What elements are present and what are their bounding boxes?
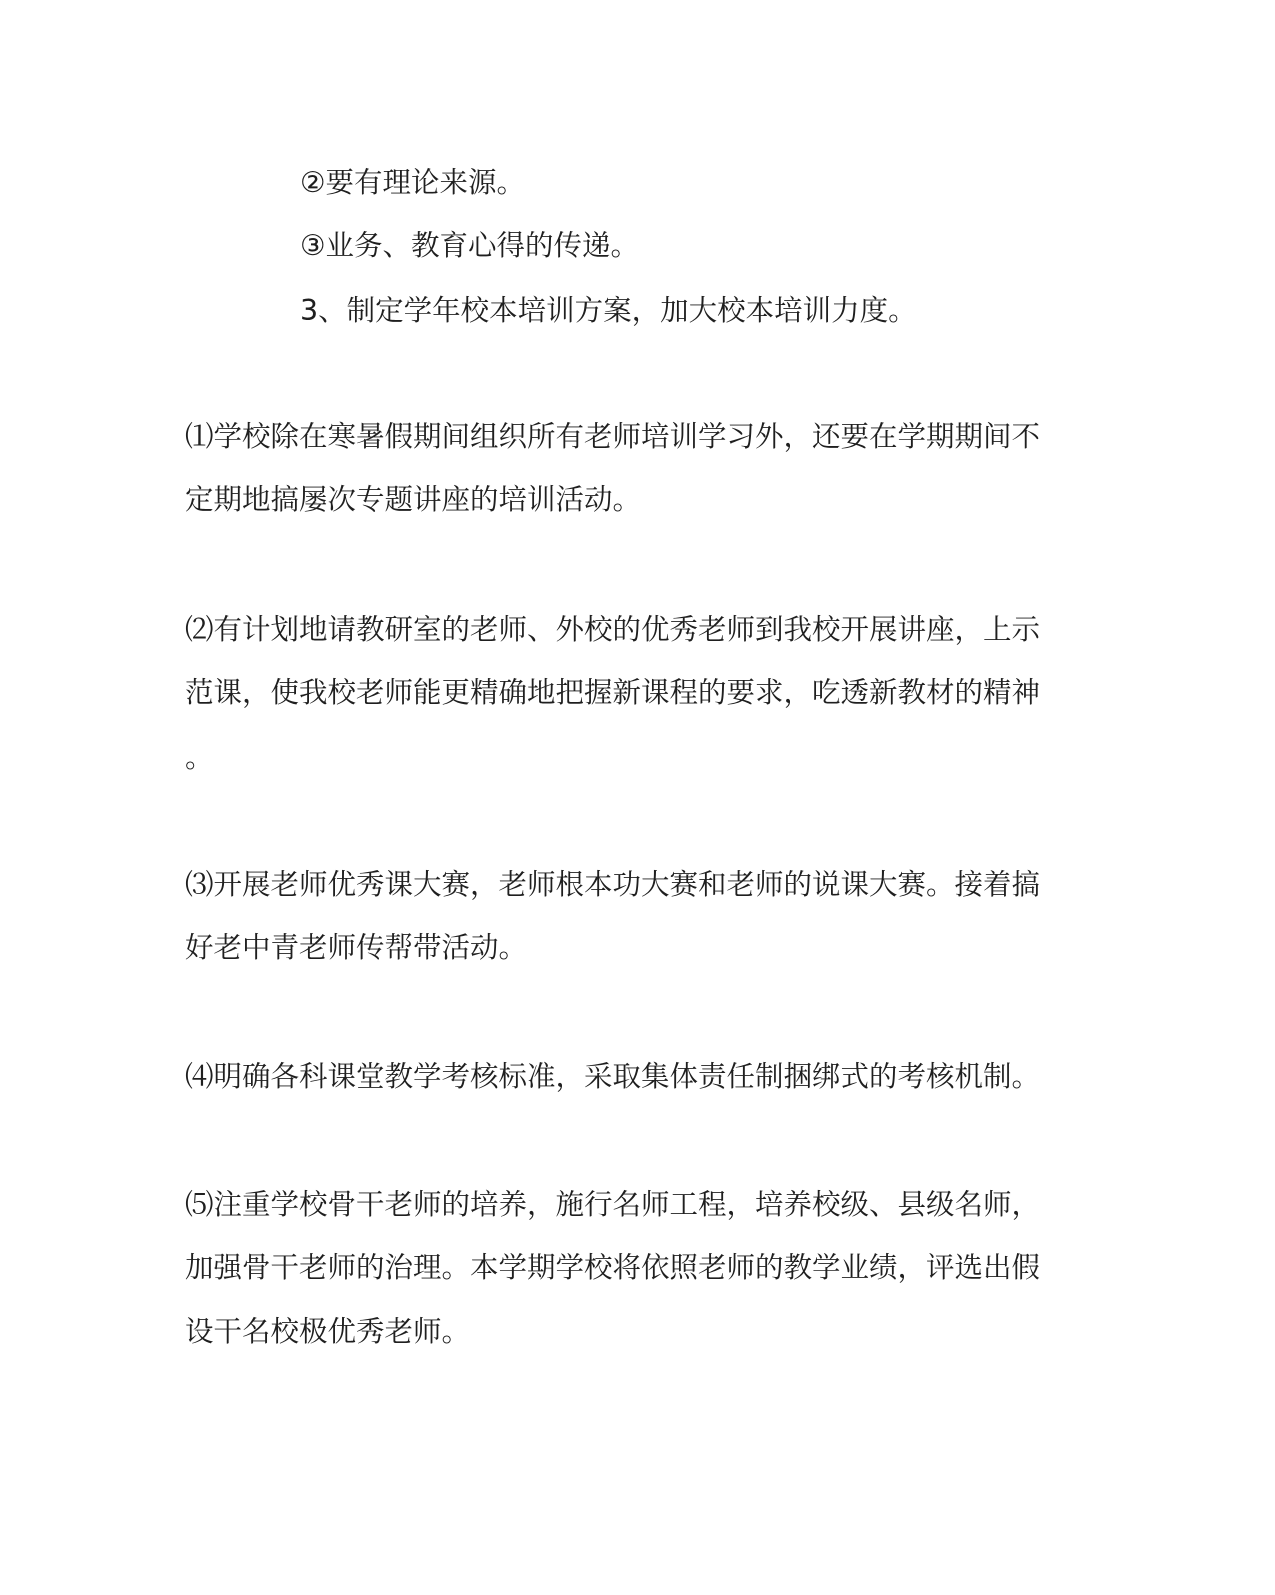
list-item: ③业务、教育心得的传递。 [300,229,640,262]
paragraph-line: ⑵有计划地请教研室的老师、外校的优秀老师到我校开展讲座，上示 [185,613,1041,646]
paragraph-line: ⑴学校除在寒暑假期间组织所有老师培训学习外，还要在学期期间不 [185,420,1041,453]
paragraph-line: 范课，使我校老师能更精确地把握新课程的要求，吃透新教材的精神 [185,676,1041,709]
paragraph-line: 加强骨干老师的治理。本学期学校将依照老师的教学业绩，评选出假 [185,1251,1041,1284]
paragraph-line: 。 [185,741,214,774]
paragraph-line: ⑶开展老师优秀课大赛，老师根本功大赛和老师的说课大赛。接着搞 [185,868,1041,901]
paragraph-line: 设干名校极优秀老师。 [185,1315,471,1348]
section-heading: 3、制定学年校本培训方案，加大校本培训力度。 [300,294,917,327]
paragraph-line: ⑸注重学校骨干老师的培养，施行名师工程，培养校级、县级名师， [185,1188,1041,1221]
paragraph-line: ⑷明确各科课堂教学考核标准，采取集体责任制捆绑式的考核机制。 [185,1060,1041,1093]
paragraph-line: 定期地搞屡次专题讲座的培训活动。 [185,483,642,516]
list-item: ②要有理论来源。 [300,166,526,199]
paragraph-line: 好老中青老师传帮带活动。 [185,931,528,964]
